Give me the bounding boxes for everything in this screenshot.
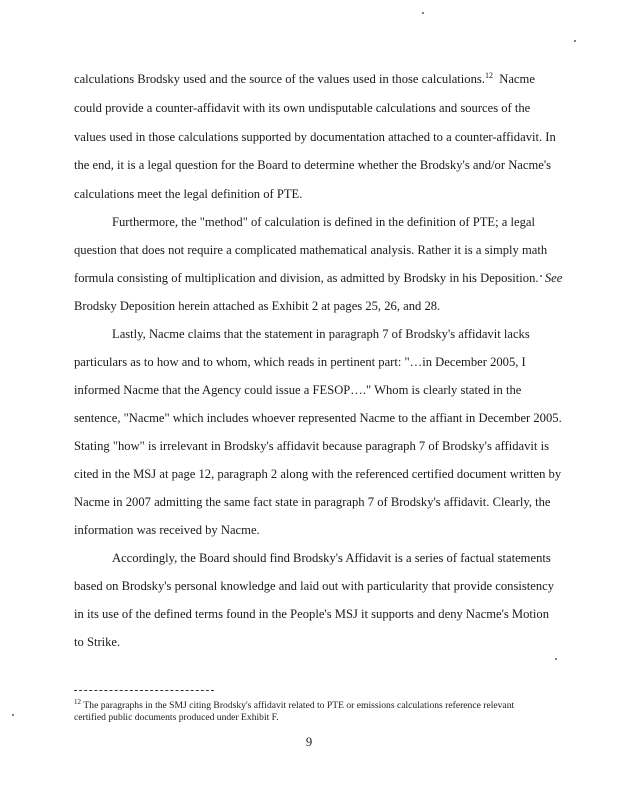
text-run: Nacme	[499, 72, 535, 86]
footnote-line-1	[74, 697, 515, 711]
paragraph-2-line-1: Furthermore, the "method" of calculation is defined in the definition of PTE; a legal	[112, 215, 535, 229]
scan-speck	[422, 12, 424, 14]
paragraph-3-line-3: informed Nacme that the Agency could issue a FESOP…." Whom is clearly stated in the	[74, 383, 522, 397]
paragraph-1-line-2: could provide a counter-affidavit with its own undisputable calculations and sources of the	[74, 101, 531, 115]
paragraph-3-line-6: cited in the MSJ at page 12, paragraph 2 along with the referenced certified document written by	[74, 467, 562, 481]
text-run: formula consisting of multiplication and division, as admitted by Brodsky in his Deposition.	[74, 271, 539, 285]
footnote-line-2: certified public documents produced under Exhibit F.	[74, 712, 279, 723]
paragraph-2-line-2: question that does not require a complicated mathematical analysis. Rather it is a simply math	[74, 243, 548, 257]
paragraph-3-line-8: information was received by Nacme.	[74, 523, 260, 537]
scan-speck	[555, 658, 557, 660]
scan-speck	[540, 275, 542, 277]
footnote-separator	[74, 690, 214, 691]
paragraph-2-line-3	[74, 271, 562, 285]
paragraph-4-line-3: in its use of the defined terms found in the People's MSJ it supports and deny Nacme's Motion	[74, 607, 549, 621]
text-run: The paragraphs in the SMJ citing Brodsky's affidavit related to PTE or emissions calculations reference relevant	[83, 700, 515, 711]
scan-speck	[574, 40, 576, 42]
paragraph-4-line-2: based on Brodsky's personal knowledge and laid out with particularity that provide consistency	[74, 579, 555, 593]
paragraph-1-line-1	[74, 72, 535, 86]
paragraph-2-line-4: Brodsky Deposition herein attached as Exhibit 2 at pages 25, 26, and 28.	[74, 299, 441, 313]
paragraph-1-line-4: the end, it is a legal question for the Board to determine whether the Brodsky's and/or Nacme's	[74, 158, 552, 172]
footnote-reference[interactable]: 12	[484, 70, 493, 80]
page-number: 9	[305, 735, 313, 749]
paragraph-3-line-7: Nacme in 2007 admitting the same fact state in paragraph 7 of Brodsky's affidavit. Clearly, the	[74, 495, 551, 509]
text-run: calculations Brodsky used and the source of the values used in those calculations.	[74, 72, 485, 86]
paragraph-3-line-5: Stating "how" is irrelevant in Brodsky's affidavit because paragraph 7 of Brodsky's affidavit is	[74, 439, 549, 453]
paragraph-4-line-1: Accordingly, the Board should find Brodsky's Affidavit is a series of factual statements	[112, 551, 551, 565]
paragraph-1-line-5: calculations meet the legal definition of PTE.	[74, 187, 303, 201]
footnote-number: 12	[74, 697, 81, 706]
citation-signal: See	[544, 271, 563, 285]
paragraph-3-line-1: Lastly, Nacme claims that the statement in paragraph 7 of Brodsky's affidavit lacks	[112, 327, 530, 341]
paragraph-4-line-4: to Strike.	[74, 635, 121, 649]
paragraph-1-line-3: values used in those calculations supported by documentation attached to a counter-affidavit. In	[74, 130, 556, 144]
scan-speck	[12, 714, 14, 716]
paragraph-3-line-2: particulars as to how and to whom, which reads in pertinent part: "…in December 2005, I	[74, 355, 526, 369]
paragraph-3-line-4: sentence, "Nacme" which includes whoever represented Nacme to the affiant in December 2005.	[74, 411, 562, 425]
